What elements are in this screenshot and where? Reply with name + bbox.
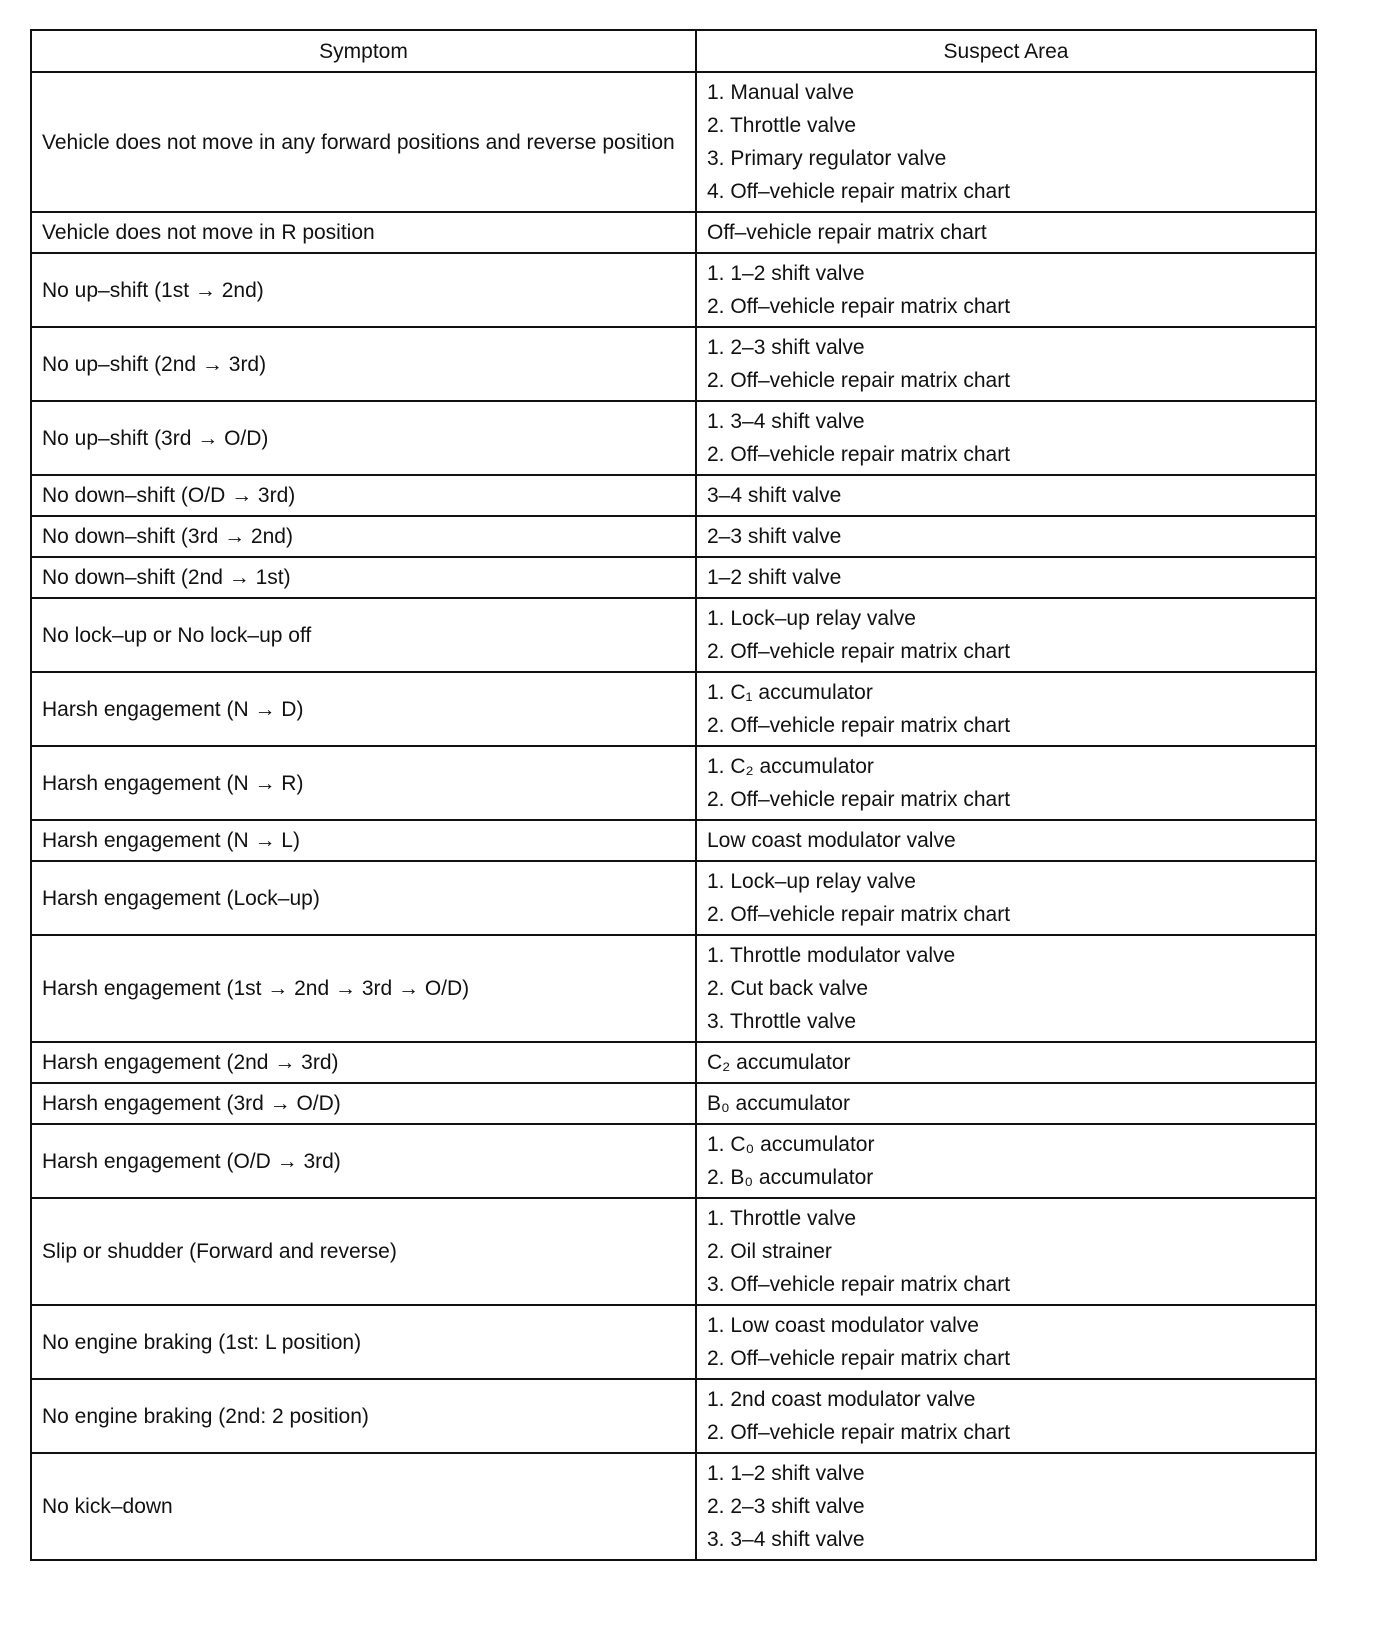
- suspect-area-item: 2. Off–vehicle repair matrix chart: [707, 1347, 1011, 1370]
- table-row: [31, 1379, 1316, 1453]
- symptom-cell: [31, 672, 696, 746]
- suspect-area-cell: [696, 1198, 1316, 1305]
- symptom-cell: [31, 1198, 696, 1305]
- symptom-text: No down–shift (O/D → 3rd): [42, 484, 296, 507]
- suspect-area-item: 2. Off–vehicle repair matrix chart: [707, 295, 1011, 318]
- suspect-area-item: 2. Off–vehicle repair matrix chart: [707, 443, 1011, 466]
- suspect-area-item: 2. Off–vehicle repair matrix chart: [707, 369, 1011, 392]
- symptom-text: Harsh engagement (1st → 2nd → 3rd → O/D): [42, 977, 470, 1000]
- symptom-text: Harsh engagement (2nd → 3rd): [42, 1051, 339, 1074]
- symptom-cell: [31, 1124, 696, 1198]
- suspect-area-item: 2. Oil strainer: [707, 1240, 832, 1263]
- table-row: [31, 746, 1316, 820]
- header-row: [31, 30, 1316, 72]
- symptom-text: Slip or shudder (Forward and reverse): [42, 1240, 397, 1263]
- symptom-cell: [31, 253, 696, 327]
- symptom-text: No down–shift (2nd → 1st): [42, 566, 291, 589]
- symptom-cell: [31, 1379, 696, 1453]
- suspect-area-item: 1. Manual valve: [707, 81, 855, 104]
- symptom-cell: [31, 516, 696, 557]
- suspect-area-item: 1. Throttle modulator valve: [707, 944, 956, 967]
- suspect-area-item: 1. C₂ accumulator: [707, 755, 874, 778]
- symptom-text: No down–shift (3rd → 2nd): [42, 525, 293, 548]
- symptom-cell: [31, 72, 696, 212]
- suspect-area-item: 4. Off–vehicle repair matrix chart: [707, 180, 1011, 203]
- symptom-cell: [31, 1453, 696, 1560]
- table-row: [31, 1453, 1316, 1560]
- table-row: [31, 212, 1316, 253]
- table-row: [31, 557, 1316, 598]
- suspect-area-item: 1. Low coast modulator valve: [707, 1314, 979, 1337]
- table-row: [31, 475, 1316, 516]
- suspect-area-item: B₀ accumulator: [707, 1092, 850, 1115]
- suspect-area-item: 3. Throttle valve: [707, 1010, 857, 1033]
- suspect-area-item: 2. 2–3 shift valve: [707, 1495, 865, 1518]
- symptom-text: No lock–up or No lock–up off: [42, 623, 312, 647]
- symptom-text: No kick–down: [42, 1495, 173, 1518]
- table-row: [31, 72, 1316, 212]
- suspect-area-item: 1. Lock–up relay valve: [707, 607, 916, 630]
- suspect-area-item: 2. Off–vehicle repair matrix chart: [707, 714, 1011, 737]
- table-row: [31, 1042, 1316, 1083]
- symptom-cell: [31, 1042, 696, 1083]
- suspect-area-cell: [696, 1042, 1316, 1083]
- suspect-area-cell: [696, 327, 1316, 401]
- suspect-area-cell: [696, 401, 1316, 475]
- symptom-text: Vehicle does not move in R position: [42, 221, 375, 244]
- suspect-area-item: 3–4 shift valve: [707, 484, 842, 507]
- table-row: [31, 820, 1316, 861]
- symptom-cell: [31, 327, 696, 401]
- suspect-area-item: 3. 3–4 shift valve: [707, 1528, 865, 1551]
- suspect-area-item: 2. Cut back valve: [707, 977, 869, 1000]
- suspect-area-cell: [696, 598, 1316, 672]
- table-row: [31, 516, 1316, 557]
- suspect-area-item: 1. C₀ accumulator: [707, 1133, 875, 1156]
- symptom-text: No engine braking (1st: L position): [42, 1330, 362, 1354]
- suspect-area-cell: [696, 746, 1316, 820]
- suspect-area-item: 1. 1–2 shift valve: [707, 262, 865, 285]
- symptom-cell: [31, 820, 696, 861]
- suspect-area-cell: [696, 1453, 1316, 1560]
- symptom-cell: [31, 212, 696, 253]
- suspect-area-cell: [696, 1305, 1316, 1379]
- table-row: [31, 598, 1316, 672]
- symptom-text: No engine braking (2nd: 2 position): [42, 1404, 369, 1428]
- table-row: [31, 672, 1316, 746]
- suspect-area-item: 1. C₁ accumulator: [707, 681, 873, 704]
- suspect-area-cell: [696, 1379, 1316, 1453]
- symptom-cell: [31, 475, 696, 516]
- table-row: [31, 327, 1316, 401]
- suspect-area-item: Off–vehicle repair matrix chart: [707, 221, 987, 244]
- symptom-text: Harsh engagement (O/D → 3rd): [42, 1149, 341, 1173]
- table-row: [31, 1124, 1316, 1198]
- symptom-text: Harsh engagement (Lock–up): [42, 886, 320, 910]
- symptom-text: Harsh engagement (N → L): [42, 829, 300, 852]
- suspect-area-cell: [696, 253, 1316, 327]
- table-row: [31, 253, 1316, 327]
- suspect-area-item: 1. Throttle valve: [707, 1207, 857, 1230]
- symptom-text: No up–shift (2nd → 3rd): [42, 352, 267, 376]
- suspect-area-item: 2. Off–vehicle repair matrix chart: [707, 903, 1011, 926]
- table-row: [31, 935, 1316, 1042]
- table-row: [31, 1305, 1316, 1379]
- symptom-cell: [31, 935, 696, 1042]
- symptom-cell: [31, 746, 696, 820]
- suspect-area-cell: [696, 516, 1316, 557]
- suspect-area-item: C₂ accumulator: [707, 1051, 851, 1074]
- suspect-area-item: 1. 3–4 shift valve: [707, 410, 865, 433]
- symptom-table: [30, 29, 1317, 1561]
- symptom-cell: [31, 1083, 696, 1124]
- symptom-cell: [31, 1305, 696, 1379]
- suspect-area-cell: [696, 72, 1316, 212]
- suspect-area-item: 2. Off–vehicle repair matrix chart: [707, 1421, 1011, 1444]
- suspect-area-cell: [696, 820, 1316, 861]
- table-row: [31, 861, 1316, 935]
- symptom-text: Harsh engagement (N → D): [42, 697, 304, 721]
- suspect-area-item: 2. Off–vehicle repair matrix chart: [707, 788, 1011, 811]
- suspect-area-item: 1. 1–2 shift valve: [707, 1462, 865, 1485]
- symptom-text: No up–shift (1st → 2nd): [42, 278, 264, 302]
- symptom-text: Harsh engagement (3rd → O/D): [42, 1092, 341, 1115]
- suspect-area-item: 3. Primary regulator valve: [707, 147, 947, 170]
- suspect-area-cell: [696, 475, 1316, 516]
- suspect-area-cell: [696, 672, 1316, 746]
- suspect-area-cell: [696, 1124, 1316, 1198]
- symptom-cell: [31, 557, 696, 598]
- symptom-text: Vehicle does not move in any forward positions and reverse position: [42, 130, 675, 154]
- suspect-area-item: 1. 2nd coast modulator valve: [707, 1388, 976, 1411]
- symptom-text: No up–shift (3rd → O/D): [42, 426, 269, 450]
- suspect-area-item: 1–2 shift valve: [707, 566, 842, 589]
- suspect-area-item: 1. 2–3 shift valve: [707, 336, 865, 359]
- table-row: [31, 1083, 1316, 1124]
- symptom-column-header: Symptom: [31, 30, 696, 72]
- suspect-area-cell: [696, 861, 1316, 935]
- symptom-cell: [31, 401, 696, 475]
- symptom-cell: [31, 598, 696, 672]
- suspect-area-cell: [696, 935, 1316, 1042]
- suspect-area-item: 1. Lock–up relay valve: [707, 870, 916, 893]
- suspect-area-item: 2. B₀ accumulator: [707, 1166, 874, 1189]
- suspect-area-item: 2–3 shift valve: [707, 525, 842, 548]
- table-row: [31, 1198, 1316, 1305]
- symptom-text: Harsh engagement (N → R): [42, 771, 304, 795]
- suspect-area-cell: [696, 212, 1316, 253]
- table-row: [31, 401, 1316, 475]
- symptom-cell: [31, 861, 696, 935]
- suspect-area-column-header: Suspect Area: [696, 30, 1316, 72]
- suspect-area-item: Low coast modulator valve: [707, 829, 956, 852]
- suspect-area-item: 3. Off–vehicle repair matrix chart: [707, 1273, 1011, 1296]
- suspect-area-item: 2. Throttle valve: [707, 114, 857, 137]
- suspect-area-cell: [696, 557, 1316, 598]
- table-body: [31, 72, 1316, 1560]
- suspect-area-cell: [696, 1083, 1316, 1124]
- suspect-area-item: 2. Off–vehicle repair matrix chart: [707, 640, 1011, 663]
